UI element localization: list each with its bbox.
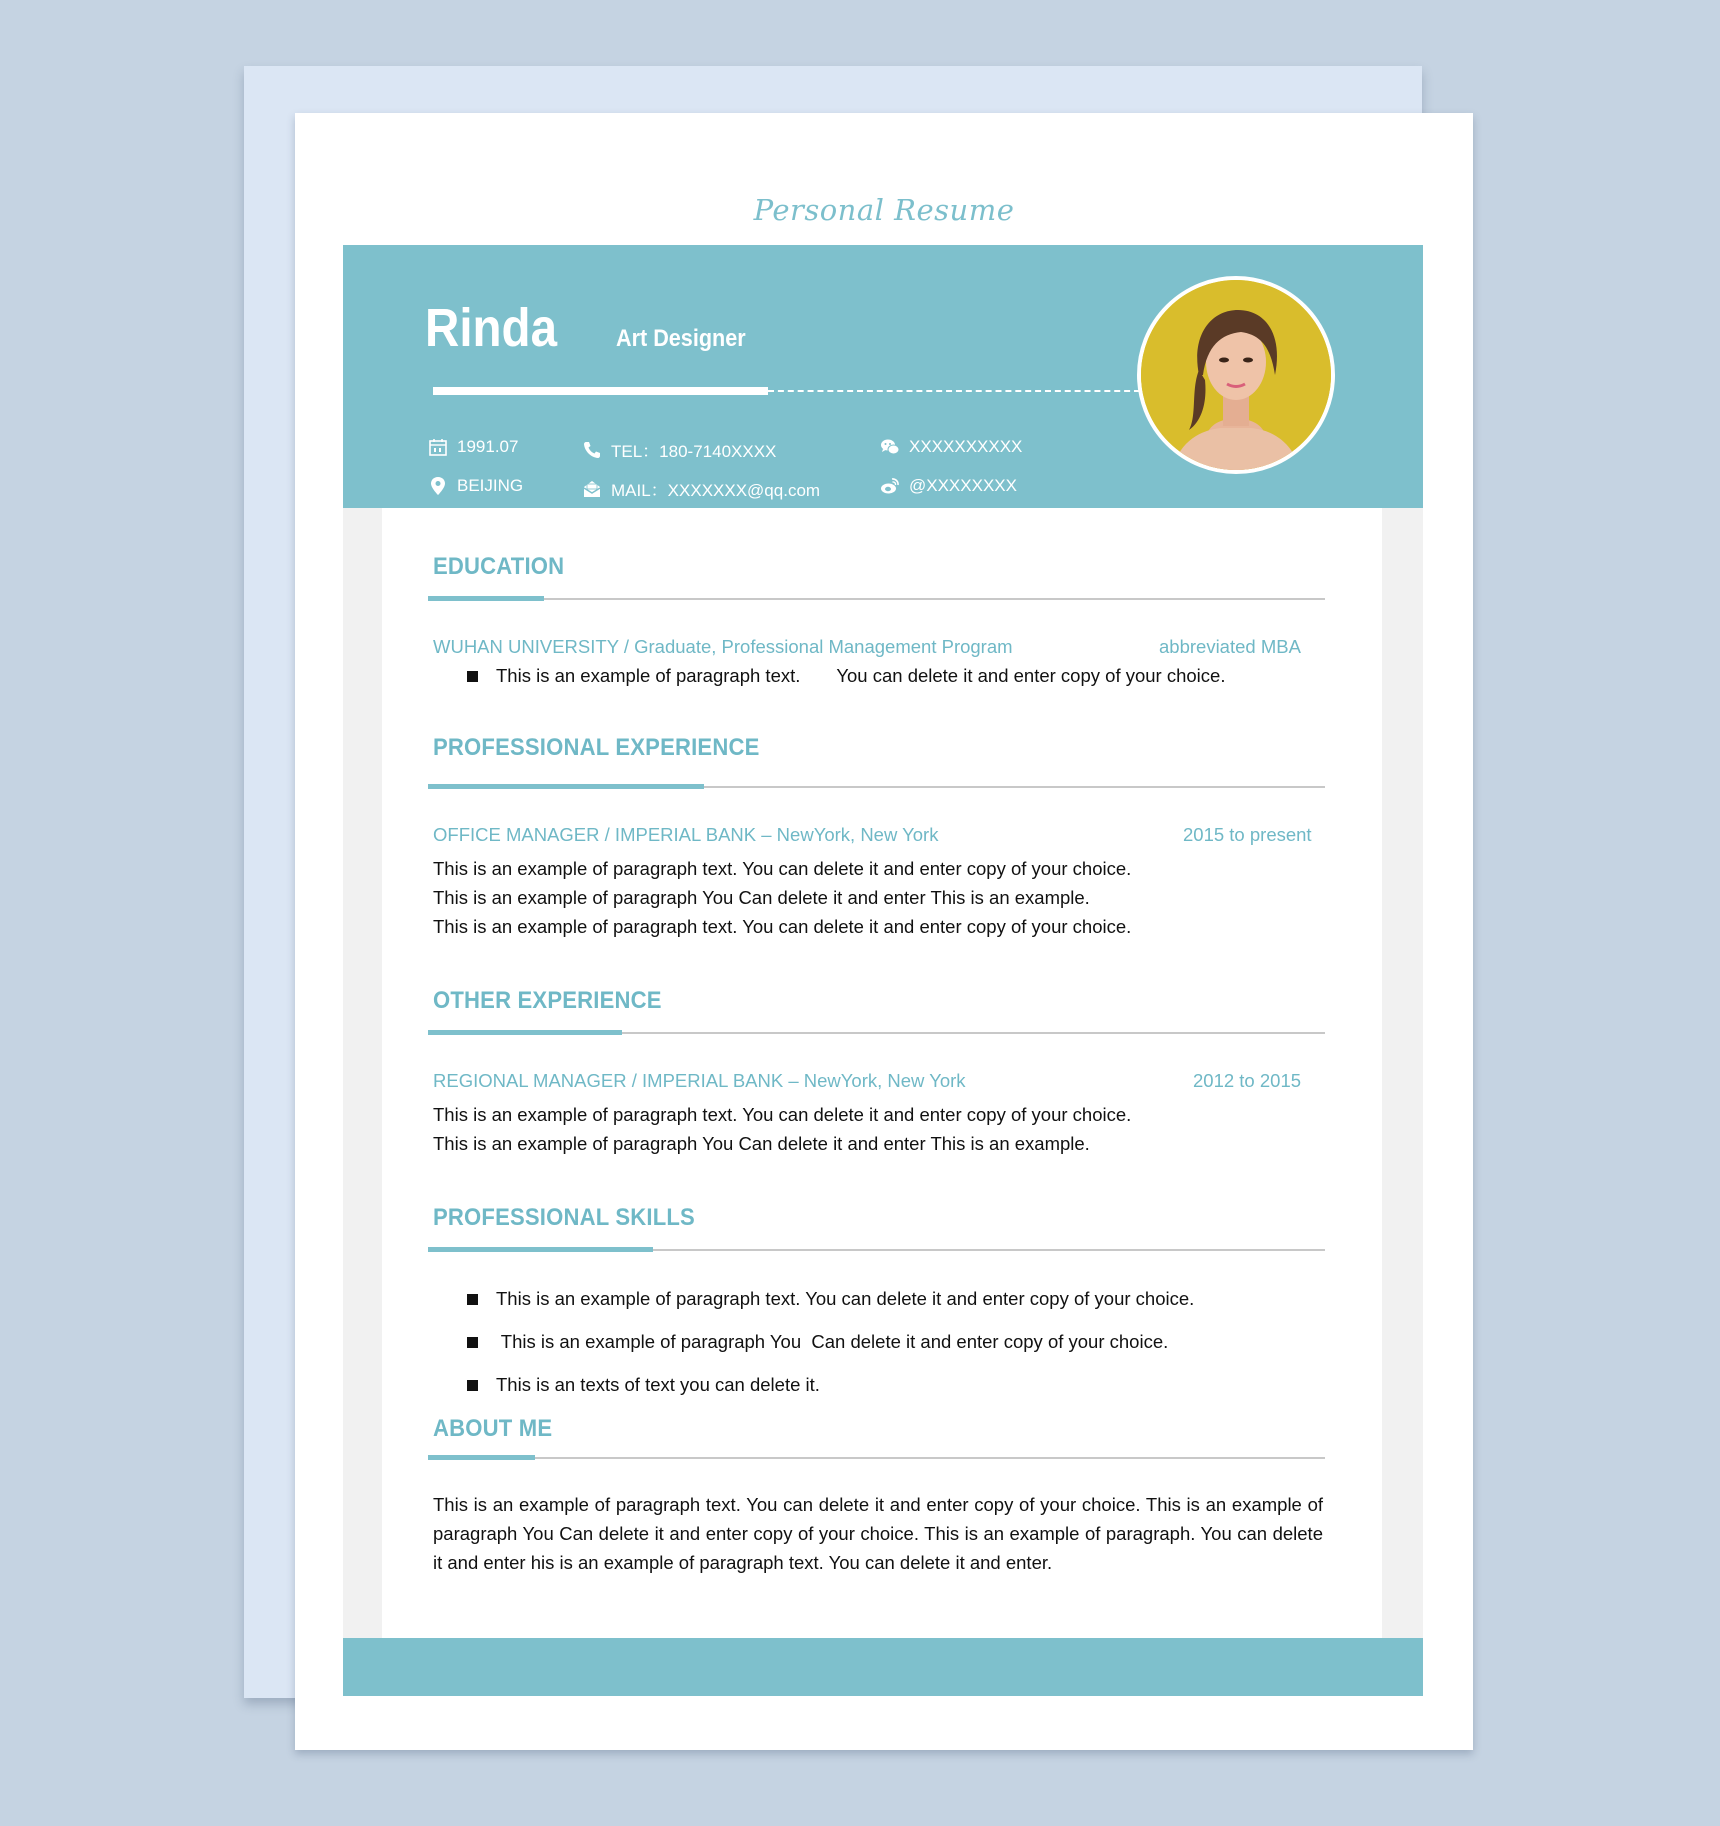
section-about-heading: ABOUT ME [433, 1415, 553, 1442]
contact-birth-text: 1991.07 [457, 437, 519, 456]
bullet-square-icon [467, 671, 478, 682]
profile-photo [1137, 276, 1335, 474]
section-professional-experience-accent [428, 784, 704, 789]
contact-weibo-text: @XXXXXXXX [909, 476, 1017, 495]
skill-item [467, 1331, 1168, 1353]
bullet-square-icon [467, 1294, 478, 1305]
education-degree: abbreviated MBA [1159, 636, 1301, 657]
section-about-rule [428, 1457, 1325, 1459]
resume-page [295, 113, 1473, 1750]
footer-bar [343, 1638, 1423, 1696]
section-professional-experience-heading: PROFESSIONAL EXPERIENCE [433, 734, 760, 761]
section-about-accent [428, 1455, 535, 1460]
location-pin-icon [427, 476, 449, 496]
contact-wechat-text: XXXXXXXXXX [909, 437, 1023, 456]
about-text: This is an example of paragraph text. You can delete it and enter copy of your choice. This is an example of paragraph You Can delete it and enter copy of your choice. This is an example of paragraph. You can delete it and enter his is an example of paragraph text. You can delete it and enter. [433, 1494, 1323, 1573]
section-education-rule [428, 598, 1325, 600]
professional-experience-period: 2015 to present [1183, 824, 1312, 845]
skill-item-text: This is an example of paragraph You Can delete it and enter copy of your choice. [496, 1331, 1169, 1352]
skill-item [467, 1288, 1194, 1310]
professional-experience-line-3: This is an example of paragraph text. You can delete it and enter copy of your choice. [433, 916, 1132, 937]
other-experience-period: 2012 to 2015 [1193, 1070, 1302, 1091]
document-title: Personal Resume [753, 193, 1015, 227]
section-skills-heading: PROFESSIONAL SKILLS [433, 1204, 695, 1231]
professional-experience-entry: OFFICE MANAGER / IMPERIAL BANK – NewYork, New York [433, 824, 939, 845]
section-other-experience-accent [428, 1030, 622, 1035]
other-experience-line-1: This is an example of paragraph text. You can delete it and enter copy of your choice. [433, 1104, 1132, 1125]
weibo-icon [879, 476, 901, 496]
profile-name: Rinda [425, 298, 558, 358]
other-experience-entry: REGIONAL MANAGER / IMPERIAL BANK – NewYork, New York [433, 1070, 966, 1091]
skill-item-text: This is an texts of text you can delete it. [496, 1374, 820, 1395]
skill-item-text: This is an example of paragraph text. You can delete it and enter copy of your choice. [496, 1288, 1195, 1309]
contact-tel [581, 437, 776, 462]
education-bullet-text: This is an example of paragraph text. You can delete it and enter copy of your choice. [496, 665, 1226, 686]
skill-item [467, 1374, 820, 1396]
profile-job-title: Art Designer [616, 325, 746, 352]
contact-city-text: BEIJING [457, 476, 524, 495]
bullet-square-icon [467, 1380, 478, 1391]
contact-wechat [879, 437, 1022, 457]
other-experience-line-2: This is an example of paragraph You Can delete it and enter This is an example. [433, 1133, 1090, 1154]
contact-city [427, 476, 523, 496]
section-skills-accent [428, 1247, 653, 1252]
education-bullet [467, 665, 1225, 687]
contact-mail [581, 476, 820, 501]
header-divider-solid [433, 387, 768, 395]
contact-tel-text: TEL：180-7140XXXX [611, 442, 777, 461]
calendar-icon [427, 437, 449, 457]
profile-header [343, 245, 1423, 508]
header-divider-dashed [768, 390, 1140, 392]
contact-birth [427, 437, 518, 457]
bullet-square-icon [467, 1337, 478, 1348]
section-education-heading: EDUCATION [433, 553, 565, 580]
wechat-icon [879, 437, 901, 457]
phone-icon [581, 440, 603, 460]
envelope-icon [581, 479, 603, 499]
contact-mail-text: MAIL：XXXXXXX@qq.com [611, 481, 821, 500]
contact-weibo [879, 476, 1017, 496]
section-education-accent [428, 596, 544, 601]
section-other-experience-heading: OTHER EXPERIENCE [433, 987, 662, 1014]
education-entry: WUHAN UNIVERSITY / Graduate, Professional Management Program [433, 636, 1013, 657]
professional-experience-line-2: This is an example of paragraph You Can delete it and enter This is an example. [433, 887, 1090, 908]
professional-experience-line-1: This is an example of paragraph text. You can delete it and enter copy of your choice. [433, 858, 1132, 879]
